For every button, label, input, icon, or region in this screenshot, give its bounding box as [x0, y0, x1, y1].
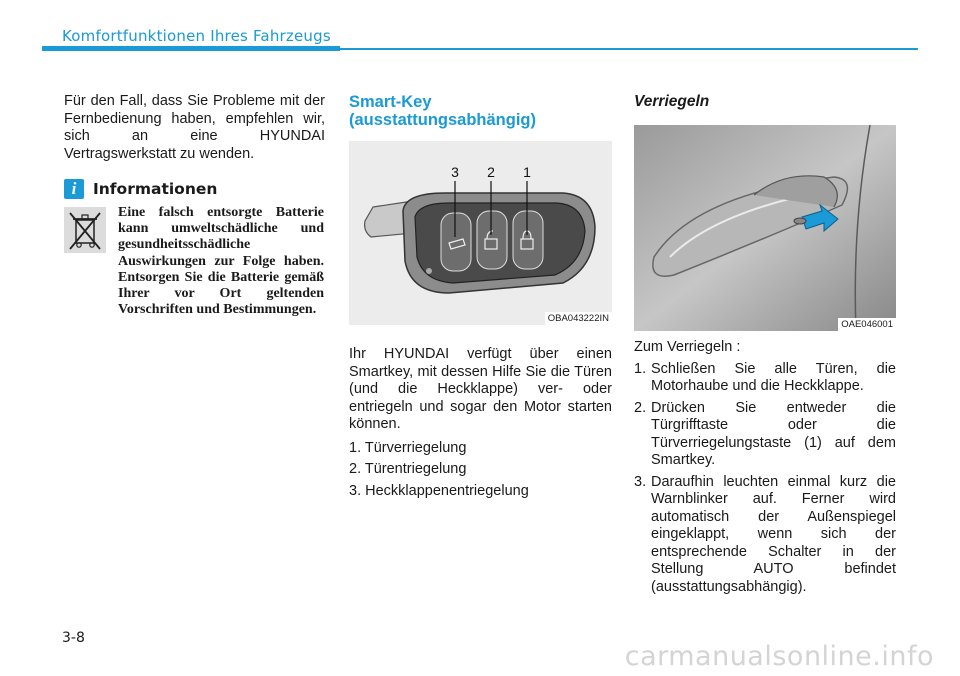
verriegeln-steps: [634, 361, 896, 597]
step-number: 3.: [634, 473, 647, 490]
step-number: 1.: [634, 360, 647, 377]
crossed-bin-icon: [64, 207, 106, 253]
list-item: [634, 361, 896, 396]
header-rule-accent: [42, 46, 340, 51]
column-right: [634, 93, 896, 600]
step-text: Schließen Sie alle Türen, die Motorhaube und die Heckklappe.: [651, 360, 896, 394]
smart-key-button-list: [349, 440, 612, 501]
door-handle-illustration: [634, 125, 896, 331]
smart-key-heading: [349, 93, 612, 129]
list-item: 2. Türentriegelung: [349, 461, 467, 477]
info-title: Informationen: [93, 180, 218, 198]
header-rule: [340, 48, 918, 50]
page-number: 3-8: [62, 630, 85, 646]
list-item: [634, 474, 896, 597]
smart-key-figure: [349, 141, 612, 325]
door-handle-figure: [634, 125, 896, 331]
heading-line-2: (ausstattungsabhängig): [349, 111, 537, 129]
list-item: 1. Türverriegelung: [349, 439, 467, 456]
list-item: [634, 400, 896, 470]
callout-1: 1: [523, 164, 531, 180]
step-text: Daraufhin leuchten einmal kurz die Warnblinker auf. Ferner wird automatisch der Außenspiegel eingeklappt, wenn sich der entsprechende Schalter in der Stellung AUTO befindet (ausstattungsabhängig).: [651, 473, 896, 595]
column-left: [64, 93, 325, 318]
info-box: [64, 205, 325, 318]
info-text: Eine falsch entsorgte Batterie kann umweltschädliche und gesundheitsschädliche Auswirkungen zur Folge haben. Entsorgen Sie die Batterie gemäß Ihrer vor Ort geltenden Vorschriften und Bestimmungen.: [118, 205, 324, 318]
figure-code: OBA043222IN: [545, 312, 612, 325]
section-title: Komfortfunktionen Ihres Fahrzeugs: [62, 27, 331, 45]
callout-2: 2: [487, 164, 495, 180]
trunk-button: [441, 213, 471, 271]
list-item: 3. Heckklappenentriegelung: [349, 482, 529, 499]
info-box-header: [64, 179, 325, 199]
smart-key-illustration: [349, 141, 612, 325]
callout-3: 3: [451, 164, 459, 180]
step-text: Drücken Sie entweder die Türgrifftaste oder die Türverriegelungstaste (1) auf dem Smartkey.: [651, 399, 896, 468]
lock-button: [513, 211, 543, 269]
column-middle: [349, 93, 612, 504]
intro-paragraph: Für den Fall, dass Sie Probleme mit der Fernbedienung haben, empfehlen wir, sich an eine HYUNDAI Vertragswerkstatt zu wenden.: [64, 93, 325, 162]
smart-key-paragraph: Ihr HYUNDAI verfügt über einen Smartkey, mit dessen Hilfe Sie die Türen (und die Heckklappe) ver- oder entriegeln und sogar den Motor starten können.: [349, 346, 612, 432]
step-number: 2.: [634, 399, 647, 416]
figure-code: OAE046001: [838, 318, 896, 331]
watermark: carmanualsonline.info: [624, 641, 934, 672]
verriegeln-heading: Verriegeln: [634, 93, 710, 110]
info-icon: i: [64, 179, 84, 199]
verriegeln-intro: Zum Verriegeln :: [634, 339, 741, 355]
heading-line-1: Smart-Key: [349, 93, 432, 111]
unlock-button: [477, 211, 507, 269]
